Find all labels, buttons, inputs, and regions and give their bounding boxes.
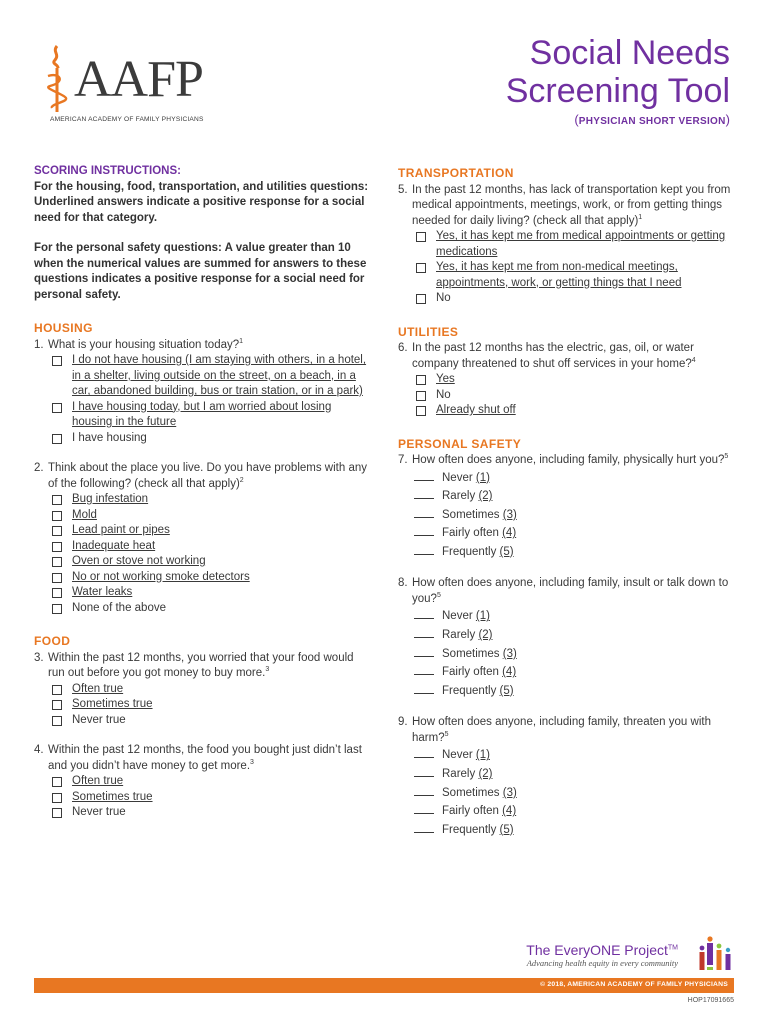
- option-item[interactable]: No: [414, 388, 738, 404]
- option-item[interactable]: Bug infestation: [50, 492, 370, 508]
- scale-option[interactable]: Sometimes (3): [414, 784, 738, 803]
- scale-option[interactable]: Frequently (5): [414, 543, 738, 562]
- scale-option[interactable]: Rarely (2): [414, 765, 738, 784]
- checkbox[interactable]: [52, 700, 62, 710]
- answer-blank[interactable]: [414, 469, 434, 481]
- answer-blank[interactable]: [414, 746, 434, 758]
- question-text: In the past 12 months, has lack of transportation kept you from medical appointments, meetings, work, or from getting things needed for daily living? (check all that apply)$^1$: [412, 183, 731, 227]
- checkbox[interactable]: [52, 604, 62, 614]
- section-food: FOOD: [34, 634, 71, 648]
- logo-subtitle: AMERICAN ACADEMY OF FAMILY PHYSICIANS: [50, 116, 204, 123]
- checkbox[interactable]: [52, 511, 62, 521]
- page-title-line2: Screening Tool: [505, 72, 730, 110]
- option-item[interactable]: I do not have housing (I am staying with others, in a hotel, in a shelter, living outside on the street, on a beach, in a car, abandoned building, bus or train station, or in a park): [50, 353, 370, 400]
- scale-option[interactable]: Fairly often (4): [414, 524, 738, 543]
- option-item[interactable]: Water leaks: [50, 585, 370, 601]
- aafp-logo: [40, 40, 240, 130]
- scale-option[interactable]: Frequently (5): [414, 821, 738, 840]
- scale-option[interactable]: Never (1): [414, 607, 738, 626]
- checkbox[interactable]: [416, 232, 426, 242]
- page-subtitle: (PHYSICIAN SHORT VERSION): [574, 112, 730, 127]
- scale-option[interactable]: Never (1): [414, 746, 738, 765]
- question-text: Think about the place you live. Do you have problems with any of the following? (check all that apply)$^2$: [48, 462, 367, 490]
- right-column: [398, 166, 738, 839]
- option-item[interactable]: Sometimes true: [50, 697, 370, 713]
- question-8: [398, 576, 738, 607]
- scale-option[interactable]: Fairly often (4): [414, 802, 738, 821]
- copyright-text: © 2018, AMERICAN ACADEMY OF FAMILY PHYSICIANS: [540, 981, 728, 988]
- scoring-paragraph-1: For the housing, food, transportation, and utilities questions: Underlined answers indicate a positive response for a social need for that category.: [34, 180, 369, 224]
- answer-blank[interactable]: [414, 607, 434, 619]
- scoring-paragraph-2: For the personal safety questions: A value greater than 10 when the numerical values are summed for answers to these questions indicates a positive response for a social need for personal safety.: [34, 242, 367, 301]
- scale-option[interactable]: Never (1): [414, 469, 738, 488]
- question-text: How often does anyone, including family, insult or talk down to you?$^5$: [412, 577, 729, 605]
- checkbox[interactable]: [52, 716, 62, 726]
- checkbox[interactable]: [52, 588, 62, 598]
- option-item[interactable]: Oven or stove not working: [50, 554, 370, 570]
- answer-blank[interactable]: [414, 626, 434, 638]
- option-item[interactable]: Inadequate heat: [50, 539, 370, 555]
- option-item[interactable]: Yes: [414, 372, 738, 388]
- question-4: [34, 743, 370, 774]
- answer-blank[interactable]: [414, 802, 434, 814]
- checkbox[interactable]: [52, 557, 62, 567]
- checkbox[interactable]: [416, 263, 426, 273]
- checkbox[interactable]: [52, 685, 62, 695]
- project-tagline: Advancing health equity in every community: [526, 958, 678, 968]
- checkbox[interactable]: [52, 777, 62, 787]
- project-title: The EveryONE Project™: [526, 942, 678, 958]
- option-item[interactable]: Yes, it has kept me from non-medical meetings, appointments, work, or getting things that I need: [414, 260, 738, 291]
- checkbox[interactable]: [52, 808, 62, 818]
- option-item[interactable]: Often true: [50, 682, 370, 698]
- question-number: 1.: [34, 338, 44, 351]
- checkbox[interactable]: [52, 434, 62, 444]
- footer-bar: [34, 978, 734, 993]
- scale-option[interactable]: Sometimes (3): [414, 506, 738, 525]
- answer-blank[interactable]: [414, 645, 434, 657]
- section-personal-safety: PERSONAL SAFETY: [398, 436, 522, 451]
- option-item[interactable]: No: [414, 291, 738, 307]
- checkbox[interactable]: [52, 403, 62, 413]
- option-item[interactable]: None of the above: [50, 601, 370, 617]
- question-number: 8.: [398, 577, 408, 590]
- left-column: [34, 164, 370, 821]
- answer-blank[interactable]: [414, 784, 434, 796]
- everyone-project-brand: [526, 942, 678, 968]
- question-text: In the past 12 months has the electric, gas, oil, or water company threatened to shut off services in your home?$^4$: [412, 342, 696, 370]
- question-number: 7.: [398, 454, 408, 466]
- option-item[interactable]: I have housing today, but I am worried about losing housing in the future: [50, 400, 370, 431]
- question-6: [398, 341, 738, 372]
- scale-option[interactable]: Sometimes (3): [414, 645, 738, 664]
- question-number: 5.: [398, 183, 408, 196]
- question-text: Within the past 12 months, you worried that your food would run out before you got money to buy more.$^3$: [48, 651, 354, 679]
- document-code: HOP17091665: [687, 997, 734, 1004]
- option-item[interactable]: Already shut off: [414, 403, 738, 419]
- question-text: How often does anyone, including family, physically hurt you?$^5$: [412, 453, 729, 466]
- checkbox[interactable]: [52, 495, 62, 505]
- question-number: 2.: [34, 462, 44, 474]
- scale-option[interactable]: Rarely (2): [414, 487, 738, 506]
- section-utilities: UTILITIES: [398, 324, 459, 339]
- checkbox[interactable]: [416, 375, 426, 385]
- option-item[interactable]: Lead paint or pipes: [50, 523, 370, 539]
- option-item[interactable]: Never true: [50, 713, 370, 729]
- answer-blank[interactable]: [414, 663, 434, 675]
- option-item[interactable]: Sometimes true: [50, 790, 370, 806]
- question-text: How often does anyone, including family, threaten you with harm?$^5$: [412, 716, 711, 744]
- logo-wordmark: AAFP: [74, 51, 203, 108]
- checkbox[interactable]: [52, 526, 62, 536]
- question-number: 3.: [34, 651, 44, 664]
- option-item[interactable]: Mold: [50, 508, 370, 524]
- section-transportation: TRANSPORTATION: [398, 166, 514, 180]
- checkbox[interactable]: [52, 356, 62, 366]
- scale-option[interactable]: Frequently (5): [414, 682, 738, 701]
- checkbox[interactable]: [52, 573, 62, 583]
- scoring-title: SCORING INSTRUCTIONS:: [34, 165, 181, 177]
- answer-blank[interactable]: [414, 487, 434, 499]
- checkbox[interactable]: [52, 793, 62, 803]
- scale-option[interactable]: Fairly often (4): [414, 663, 738, 682]
- answer-blank[interactable]: [414, 821, 434, 833]
- scale-option[interactable]: Rarely (2): [414, 626, 738, 645]
- option-item[interactable]: I have housing: [50, 431, 370, 447]
- answer-blank[interactable]: [414, 543, 434, 555]
- option-item[interactable]: Never true: [50, 805, 370, 821]
- checkbox[interactable]: [416, 406, 426, 416]
- question-2: [34, 461, 370, 492]
- people-figures-icon: [698, 934, 734, 978]
- option-item[interactable]: Yes, it has kept me from medical appointments or getting medications: [414, 229, 738, 260]
- question-9: [398, 715, 738, 746]
- checkbox[interactable]: [416, 391, 426, 401]
- question-number: 6.: [398, 342, 408, 354]
- question-7: [398, 453, 738, 469]
- answer-blank[interactable]: [414, 524, 434, 536]
- question-3: [34, 651, 370, 682]
- answer-blank[interactable]: [414, 765, 434, 777]
- section-housing: HOUSING: [34, 321, 93, 335]
- question-number: 9.: [398, 716, 408, 729]
- checkbox[interactable]: [52, 542, 62, 552]
- checkbox[interactable]: [416, 294, 426, 304]
- option-item[interactable]: Often true: [50, 774, 370, 790]
- staff-of-asclepius-icon: [40, 42, 74, 114]
- answer-blank[interactable]: [414, 506, 434, 518]
- question-1: [34, 338, 370, 354]
- question-text: Within the past 12 months, the food you bought just didn’t last and you didn’t have money to get more.$^3$: [48, 744, 362, 772]
- question-5: [398, 183, 738, 230]
- answer-blank[interactable]: [414, 682, 434, 694]
- question-text: What is your housing situation today?$^1$: [48, 337, 244, 351]
- subtitle-text: PHYSICIAN SHORT VERSION: [578, 116, 726, 127]
- option-item[interactable]: No or not working smoke detectors: [50, 570, 370, 586]
- page-title-line1: Social Needs: [529, 34, 730, 72]
- question-number: 4.: [34, 744, 44, 756]
